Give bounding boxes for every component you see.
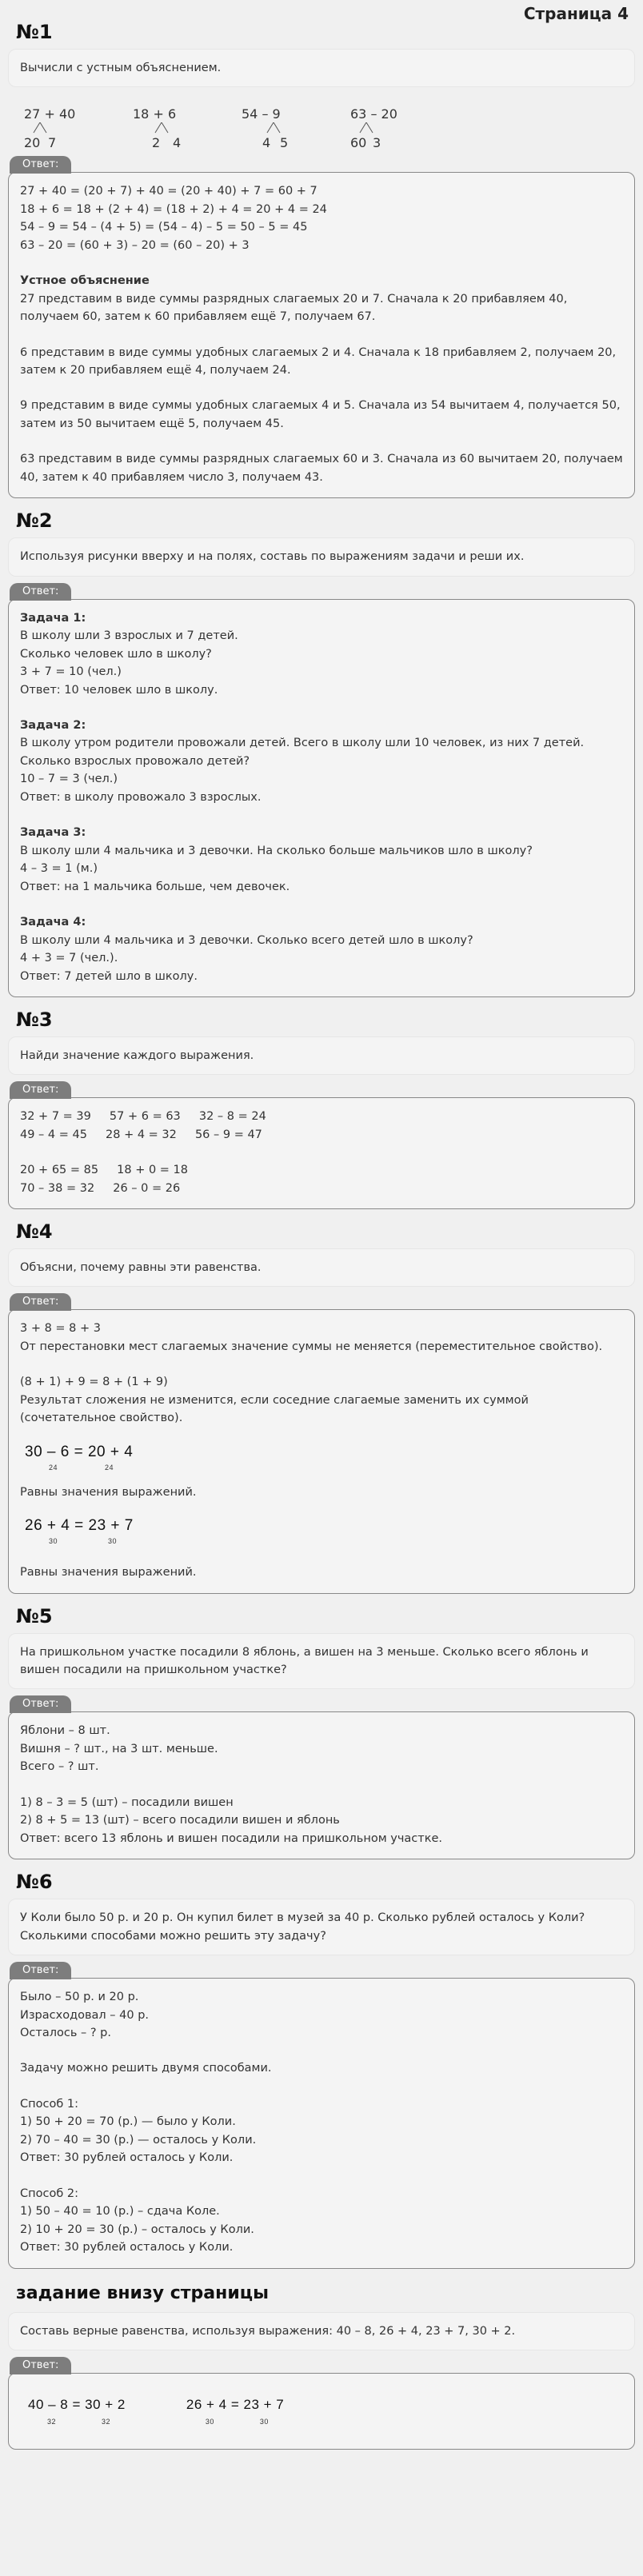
part-right: 3 bbox=[373, 135, 381, 151]
decomposition-item bbox=[350, 105, 414, 150]
decomposition-diagram bbox=[24, 105, 643, 150]
expression: 18 + 6 bbox=[133, 106, 177, 122]
answer-row bbox=[20, 1126, 625, 1144]
expression: 27 + 40 bbox=[24, 106, 76, 122]
formula-text: 40 – 8 = 30 + 2 bbox=[28, 2397, 126, 2413]
answer-line: В школу утром родители провожали детей. Всего в школу шли 10 человек, из них 7 детей. Сколько взрослых провожало детей? bbox=[20, 737, 585, 768]
answer-content bbox=[8, 1978, 635, 2269]
answer-line: 1) 50 – 40 = 10 (р.) – сдача Коле. bbox=[20, 2205, 220, 2219]
answer-block bbox=[8, 1296, 635, 1593]
answer-block bbox=[8, 585, 635, 997]
task-prompt: Объясни, почему равны эти равенства. bbox=[8, 1248, 635, 1287]
answer-line: 2) 8 + 5 = 13 (шт) – всего посадили вишен и яблонь bbox=[20, 1814, 340, 1827]
answer-line: Задачу можно решить двумя способами. bbox=[20, 2062, 272, 2075]
answer-tab: Ответ: bbox=[10, 1695, 71, 1713]
split-lines-icon bbox=[24, 122, 56, 134]
answer-content bbox=[8, 1309, 635, 1593]
answer-line: 54 – 9 = 54 – (4 + 5) = (54 – 4) – 5 = 50 – 5 = 45 bbox=[20, 221, 308, 234]
problem-title: Задача 3: bbox=[20, 826, 86, 840]
answer-tab: Ответ: bbox=[10, 156, 71, 174]
value-label: 24 bbox=[105, 1463, 114, 1472]
answer-line: В школу шли 4 мальчика и 3 девочки. На сколько больше мальчиков шло в школу? bbox=[20, 844, 533, 857]
answer-line: Яблони – 8 шт. bbox=[20, 1724, 110, 1738]
answer-line: Осталось – ? р. bbox=[20, 2026, 111, 2039]
part-right: 7 bbox=[48, 135, 57, 151]
equation: 28 + 4 = 32 bbox=[106, 1128, 177, 1141]
value-label: 32 bbox=[102, 2418, 111, 2426]
page-label: Страница 4 bbox=[523, 4, 629, 23]
equation: 56 – 9 = 47 bbox=[194, 1128, 262, 1141]
answer-line: Было – 50 р. и 20 р. bbox=[20, 1991, 139, 2004]
value-label: 30 bbox=[205, 2418, 214, 2426]
task-6 bbox=[0, 1871, 643, 2268]
answer-line: Ответ: всего 13 яблонь и вишен посадили на пришкольном участке. bbox=[20, 1831, 442, 1845]
part-right: 4 bbox=[173, 135, 182, 151]
decomposition-item bbox=[24, 105, 88, 150]
answer-line: 4 – 3 = 1 (м.) bbox=[20, 862, 98, 876]
answer-tab: Ответ: bbox=[10, 1293, 71, 1311]
part-left: 20 bbox=[24, 135, 41, 151]
problem-title: Задача 2: bbox=[20, 718, 86, 732]
task-number: №3 bbox=[16, 1008, 53, 1032]
expression: 63 – 20 bbox=[350, 106, 397, 122]
equation: 49 – 4 = 45 bbox=[20, 1128, 87, 1141]
answer-line: Результат сложения не изменится, если соседние слагаемые заменить их суммой (сочетательное свойство). bbox=[20, 1393, 529, 1425]
equation: 57 + 6 = 63 bbox=[109, 1110, 181, 1124]
task-bottom bbox=[0, 2280, 643, 2450]
section-heading: задание внизу страницы bbox=[16, 2282, 269, 2303]
formula-text: 26 + 4 = 23 + 7 bbox=[25, 1517, 134, 1535]
answer-row bbox=[20, 1108, 625, 1125]
answer-line: 27 + 40 = (20 + 7) + 40 = (20 + 40) + 7 = 60 + 7 bbox=[20, 185, 318, 198]
task-prompt: Вычисли с устным объяснением. bbox=[8, 49, 635, 87]
part-right: 5 bbox=[280, 135, 289, 151]
answer-tab: Ответ: bbox=[10, 1081, 71, 1099]
formula-text: 30 – 6 = 20 + 4 bbox=[25, 1443, 134, 1460]
task-1 bbox=[0, 21, 643, 498]
split-lines-icon bbox=[250, 122, 298, 134]
answer-content bbox=[8, 172, 635, 498]
answer-line: 63 – 20 = (60 + 3) – 20 = (60 – 20) + 3 bbox=[20, 238, 250, 252]
answer-tab: Ответ: bbox=[10, 2357, 71, 2374]
answer-block bbox=[8, 1084, 635, 1209]
answer-content bbox=[8, 1097, 635, 1209]
formula-text: 26 + 4 = 23 + 7 bbox=[186, 2397, 285, 2413]
task-number: №5 bbox=[16, 1604, 53, 1627]
answer-block bbox=[8, 1964, 635, 2269]
answer-line: Равны значения выражений. bbox=[20, 1566, 197, 1580]
answer-line: 6 представим в виде суммы удобных слагаемых 2 и 4. Сначала к 18 прибавляем 2, получаем 20, затем к 20 прибавляем ещё 4, получаем 24. bbox=[20, 345, 617, 377]
answer-content bbox=[8, 599, 635, 997]
answer-tab: Ответ: bbox=[10, 1962, 71, 1979]
formula-image bbox=[186, 2394, 284, 2433]
answer-line: 27 представим в виде суммы разрядных слагаемых 20 и 7. Сначала к 20 прибавляем 40, получаем 60, затем к 60 прибавляем ещё 7, получаем 67. bbox=[20, 292, 568, 324]
answer-tab: Ответ: bbox=[10, 583, 71, 601]
task-3 bbox=[0, 1008, 643, 1209]
answer-line: Ответ: на 1 мальчика больше, чем девочек. bbox=[20, 880, 290, 893]
answer-line: 9 представим в виде суммы удобных слагаемых 4 и 5. Сначала из 54 вычитаем 4, получается 50, затем из 50 вычитаем ещё 5, получаем 45. bbox=[20, 399, 621, 430]
task-prompt: У Коли было 50 р. и 20 р. Он купил билет в музей за 40 р. Сколько рублей осталось у Коли? Сколькими способами можно решить эту задачу? bbox=[8, 1899, 635, 1955]
answer-block bbox=[8, 2359, 635, 2450]
equation: 32 – 8 = 24 bbox=[198, 1110, 266, 1124]
decomposition-item bbox=[242, 105, 306, 150]
task-number: №2 bbox=[16, 509, 53, 533]
answer-line: 3 + 7 = 10 (чел.) bbox=[20, 665, 122, 679]
task-number: №1 bbox=[16, 21, 53, 43]
problem-title: Задача 1: bbox=[20, 611, 86, 625]
task-prompt: На пришкольном участке посадили 8 яблонь, а вишен на 3 меньше. Сколько всего яблонь и вишен посадили на пришкольном участке? bbox=[8, 1633, 635, 1690]
answer-line: Всего – ? шт. bbox=[20, 1760, 99, 1774]
answer-line: Израсходовал – 40 р. bbox=[20, 2008, 150, 2022]
split-lines-icon bbox=[350, 122, 382, 134]
answer-line: 2) 70 – 40 = 30 (р.) — осталось у Коли. bbox=[20, 2133, 257, 2147]
answer-line: В школу шли 3 взрослых и 7 детей. bbox=[20, 629, 238, 643]
answer-block bbox=[8, 1698, 635, 1859]
task-number: №4 bbox=[16, 1220, 53, 1244]
task-prompt: Используя рисунки вверху и на полях, составь по выражениям задачи и реши их. bbox=[8, 537, 635, 576]
formula-row bbox=[20, 2383, 625, 2438]
value-label: 30 bbox=[108, 1537, 118, 1546]
equation: 70 – 38 = 32 bbox=[20, 1181, 95, 1195]
answer-line: (8 + 1) + 9 = 8 + (1 + 9) bbox=[20, 1376, 168, 1389]
answer-line: От перестановки мест слагаемых значение суммы не меняется (переместительное свойство). bbox=[20, 1340, 603, 1353]
answer-line: Способ 2: bbox=[20, 2187, 78, 2200]
decomposition-item bbox=[133, 105, 197, 150]
task-5 bbox=[0, 1605, 643, 1860]
answer-line: В школу шли 4 мальчика и 3 девочки. Сколько всего детей шло в школу? bbox=[20, 933, 473, 947]
split-lines-icon bbox=[141, 122, 189, 134]
task-2 bbox=[0, 509, 643, 997]
equation: 26 – 0 = 26 bbox=[113, 1181, 181, 1195]
task-4 bbox=[0, 1220, 643, 1594]
answer-line: Вишня – ? шт., на 3 шт. меньше. bbox=[20, 1742, 218, 1755]
answer-line: 1) 50 + 20 = 70 (р.) — было у Коли. bbox=[20, 2115, 236, 2129]
answer-row bbox=[20, 1180, 625, 1197]
answer-line: Ответ: 30 рублей осталось у Коли. bbox=[20, 2151, 234, 2165]
answer-line: 18 + 6 = 18 + (2 + 4) = (18 + 2) + 4 = 20 + 4 = 24 bbox=[20, 202, 327, 216]
answer-line: Сколько человек шло в школу? bbox=[20, 647, 212, 661]
task-prompt: Найди значение каждого выражения. bbox=[8, 1036, 635, 1075]
answer-line: 4 + 3 = 7 (чел.). bbox=[20, 952, 118, 965]
answer-line: 1) 8 – 3 = 5 (шт) – посадили вишен bbox=[20, 1795, 234, 1809]
value-label: 30 bbox=[259, 2418, 269, 2426]
answer-line: Ответ: в школу провожало 3 взрослых. bbox=[20, 790, 262, 804]
part-left: 60 bbox=[350, 135, 367, 151]
value-label: 24 bbox=[49, 1463, 58, 1472]
formula-image bbox=[25, 1440, 133, 1479]
answer-line: Равны значения выражений. bbox=[20, 1485, 197, 1499]
value-label: 30 bbox=[49, 1537, 58, 1546]
formula-image bbox=[25, 1514, 134, 1552]
value-label: 32 bbox=[47, 2418, 57, 2426]
equation: 32 + 7 = 39 bbox=[20, 1110, 91, 1124]
part-left: 4 bbox=[262, 135, 271, 151]
answer-line: Ответ: 7 детей шло в школу. bbox=[20, 969, 198, 983]
answer-row bbox=[20, 1161, 625, 1179]
answer-line: 10 – 7 = 3 (чел.) bbox=[20, 773, 118, 786]
answer-content bbox=[8, 2373, 635, 2450]
task-number: №6 bbox=[16, 1871, 53, 1894]
answer-line: Ответ: 10 человек шло в школу. bbox=[20, 683, 218, 697]
expression: 54 – 9 bbox=[242, 106, 281, 122]
answer-line: 3 + 8 = 8 + 3 bbox=[20, 1322, 102, 1336]
answer-block bbox=[8, 158, 635, 498]
oral-title: Устное объяснение bbox=[20, 274, 150, 288]
equation: 18 + 0 = 18 bbox=[117, 1164, 189, 1177]
answer-line: 2) 10 + 20 = 30 (р.) – осталось у Коли. bbox=[20, 2223, 254, 2236]
answer-line: Ответ: 30 рублей осталось у Коли. bbox=[20, 2241, 234, 2254]
answer-line: Способ 1: bbox=[20, 2097, 78, 2111]
part-left: 2 bbox=[152, 135, 161, 151]
problem-title: Задача 4: bbox=[20, 916, 86, 929]
answer-line: 63 представим в виде суммы разрядных слагаемых 60 и 3. Сначала из 60 вычитаем 20, получаем 40, затем к 40 прибавляем число 3, получаем 43. bbox=[20, 453, 623, 484]
equation: 20 + 65 = 85 bbox=[20, 1164, 99, 1177]
task-prompt: Составь верные равенства, используя выражения: 40 – 8, 26 + 4, 23 + 7, 30 + 2. bbox=[8, 2312, 635, 2350]
answer-content bbox=[8, 1711, 635, 1859]
formula-image bbox=[28, 2394, 126, 2433]
